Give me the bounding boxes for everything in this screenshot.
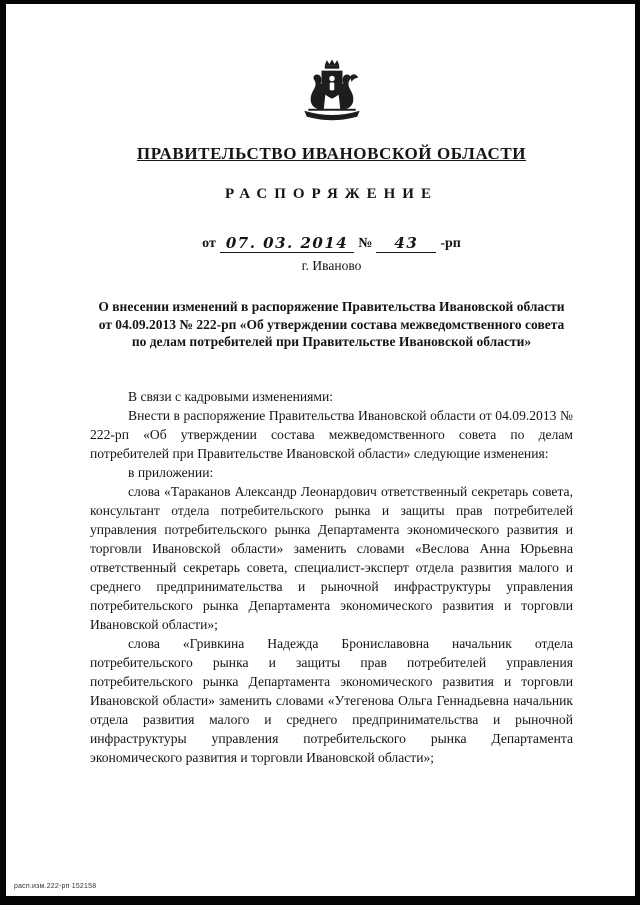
number-field — [376, 233, 436, 253]
handwritten-date: 07. 03. 2014 — [225, 234, 349, 252]
city-line: г. Иваново — [301, 258, 362, 273]
paragraph: Внести в распоряжение Правительства Ивановской области от 04.09.2013 № 222-рп «Об утверждении состава межведомственного совета по делам потребителей при Правительстве Ивановской области» следующие изменения: — [90, 407, 573, 461]
date-number-line — [90, 233, 573, 253]
coat-of-arms-icon — [286, 56, 378, 130]
paragraph: слова «Гривкина Надежда Брониславовна начальник отдела потребительского рынка и защиты прав потребителей управления потребительского рынка Департамента экономического развития и торговли Ивановской области» заменить словами «Утегенова Ольга Геннадьевна начальник отдела развития малого и среднего предпринимательства и рыночной инфраструктуры управления потребительского рынка Департамента экономического развития и торговли Ивановской области»; — [90, 635, 573, 765]
document-body — [90, 387, 573, 767]
paragraph: В связи с кадровыми изменениями: — [128, 388, 334, 404]
handwritten-number: 43 — [394, 234, 419, 252]
footer-file-note: расп.изм.222-рп 152158 — [14, 883, 97, 890]
number-sign: № — [358, 236, 373, 251]
org-title: ПРАВИТЕЛЬСТВО ИВАНОВСКОЙ ОБЛАСТИ — [136, 144, 527, 163]
paragraph: слова «Тараканов Александр Леонардович ответственный секретарь совета, консультант отдела потребительского рынка и защиты прав потребителей управления потребительского рынка Департамента экономического развития и торговли Ивановской области» заменить словами «Веслова Анна Юрьевна ответственный секретарь совета, специалист-эксперт отдела развития малого и среднего предпринимательства и рыночной инфраструктуры управления потребительского рынка Департамента экономического развития и торговли Ивановской области»; — [90, 483, 573, 632]
number-suffix: -рп — [440, 236, 461, 251]
date-prefix: от — [202, 236, 216, 251]
emblem-container — [90, 56, 573, 132]
date-field — [220, 233, 354, 253]
subject-heading: О внесении изменений в распоряжение Правительства Ивановской области от 04.09.2013 № 222-рп «Об утверждении состава межведомственного совета по делам потребителей при Правительстве Ивановской области» — [98, 299, 565, 349]
paragraph: в приложении: — [128, 464, 214, 480]
doc-type-title: РАСПОРЯЖЕНИЕ — [225, 186, 438, 202]
